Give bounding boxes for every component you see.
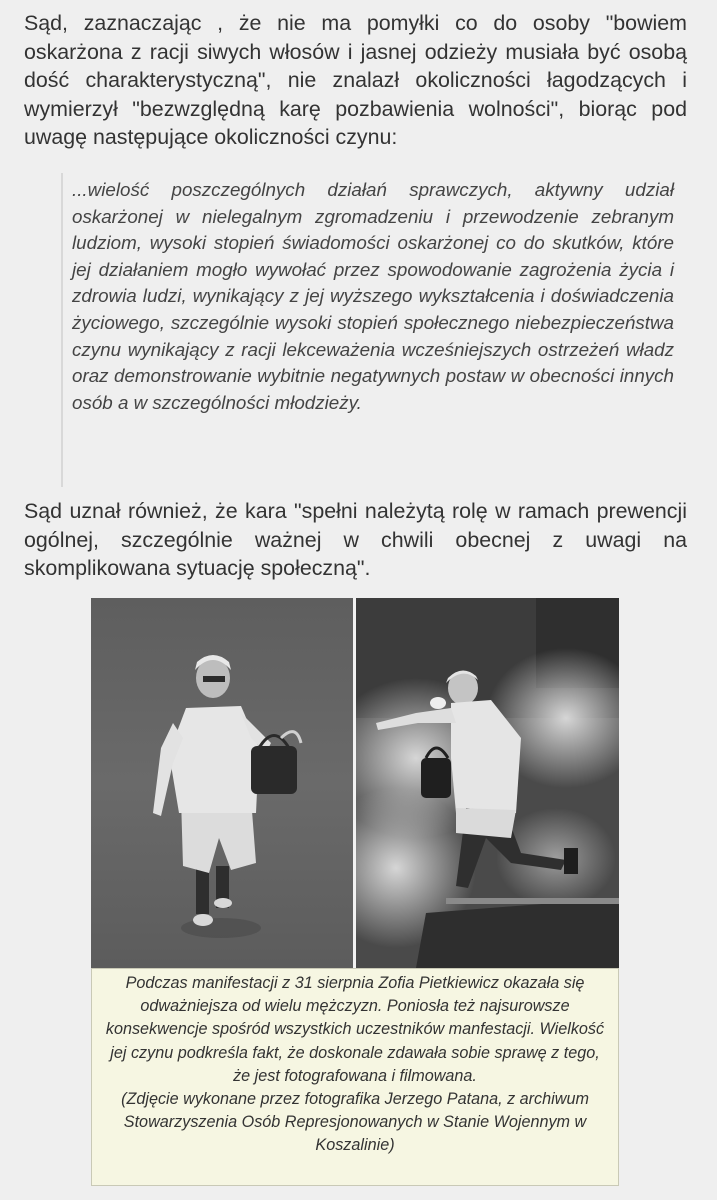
photo-woman-running — [356, 598, 619, 968]
caption-credit: (Zdjęcie wykonane przez fotografika Jerzego Patana, z archiwum Stowarzyszenia Osób Represjonowanych w Stanie Wojennym w Koszalinie) — [121, 1090, 589, 1155]
paragraph-court-prevention: Sąd uznał również, że kara "spełni należytą rolę w ramach prewencji ogólnej, szczególnie ważnej w chwili obecnej z uwagi na skomplikowana sytuację społeczną". — [24, 499, 687, 581]
quote-text: ...wielość poszczególnych działań sprawczych, aktywny udział oskarżonej w nielegalnym zgromadzeniu i przewodzenie zebranym ludziom, wysoki stopień świadomości oskarżonej co do skutków, które jej działaniem mogło wywołać przez spowodowanie zagrożenia życia i zdrowia ludzi, wynikający z jej wyższego wykształcenia i doświadczenia życiowego, szczególnie wysoki stopień społecznego niebezpieczeństwa czynu wynikający z racji lekceważenia wcześniejszych ostrzeżeń władz oraz demonstrowanie wybitnie negatywnych postaw w obecności innych osób a w szczególności młodzieży. — [72, 179, 674, 413]
photo-figure — [91, 598, 619, 1188]
photo-woman-walking — [91, 598, 353, 968]
blockquote — [61, 173, 675, 487]
paragraph-court-ruling: Sąd, zaznaczając , że nie ma pomyłki co do osoby "bowiem oskarżona z racji siwych włosów i jasnej odzieży musiała być osobą dość charakterystyczną", nie znalazł okoliczności łagodzących i wymierzył "bezwzględną karę pozbawienia wolności", biorąc pod uwagę następujące okoliczności czynu: — [24, 11, 687, 150]
photo-caption — [91, 968, 619, 1186]
caption-text — [102, 972, 608, 1158]
caption-main: Podczas manifestacji z 31 sierpnia Zofia Pietkiewicz okazała się odważniejsza od wielu mężczyzn. Poniosła też najsurowsze konsekwencje spośród wszystkich uczestników manfestacji. Wielkość jej czynu podkreśla fakt, że doskonale zdawała sobie sprawę z tego, że jest fotografowana i filmowana. — [105, 974, 605, 1085]
